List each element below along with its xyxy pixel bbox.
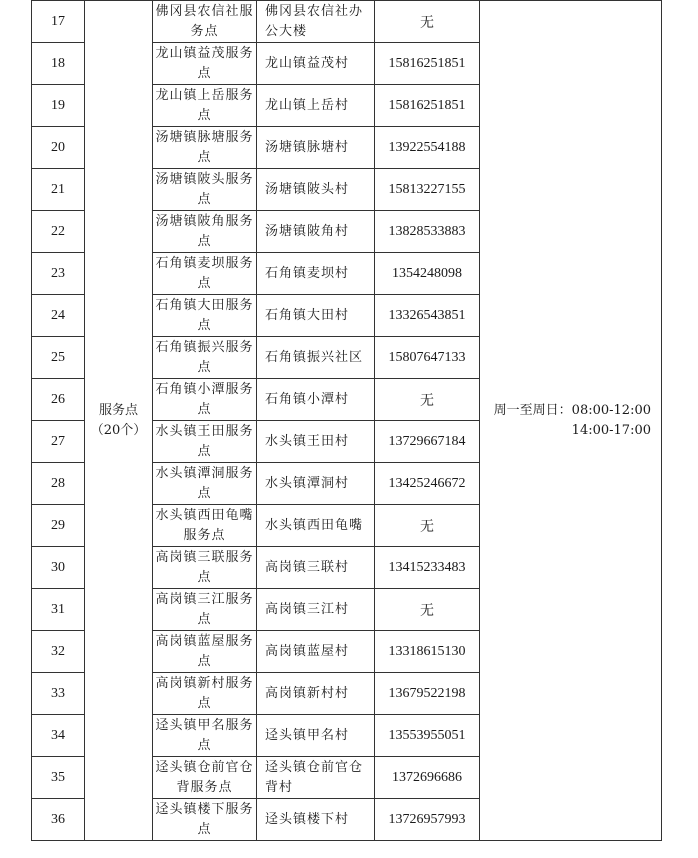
row-number: 36 xyxy=(32,799,85,841)
contact-phone: 13729667184 xyxy=(375,421,480,463)
service-point-name: 水头镇西田龟嘴服务点 xyxy=(153,505,257,547)
contact-phone: 15807647133 xyxy=(375,337,480,379)
service-point-name: 迳头镇仓前官仓背服务点 xyxy=(153,757,257,799)
table-body xyxy=(32,1,662,841)
row-number: 21 xyxy=(32,169,85,211)
service-point-name: 高岗镇三江服务点 xyxy=(153,589,257,631)
row-number: 33 xyxy=(32,673,85,715)
contact-phone: 13425246672 xyxy=(375,463,480,505)
service-hours-cell xyxy=(480,1,662,841)
service-point-name: 迳头镇楼下服务点 xyxy=(153,799,257,841)
service-point-name: 水头镇潭洞服务点 xyxy=(153,463,257,505)
table-row xyxy=(32,1,662,43)
row-number: 27 xyxy=(32,421,85,463)
service-point-address: 汤塘镇陂头村 xyxy=(257,169,375,211)
contact-phone: 15816251851 xyxy=(375,85,480,127)
service-point-address: 龙山镇上岳村 xyxy=(257,85,375,127)
row-number: 19 xyxy=(32,85,85,127)
contact-phone: 13679522198 xyxy=(375,673,480,715)
service-point-name: 高岗镇蓝屋服务点 xyxy=(153,631,257,673)
contact-phone: 1372696686 xyxy=(375,757,480,799)
service-point-address: 高岗镇三联村 xyxy=(257,547,375,589)
service-point-address: 水头镇潭洞村 xyxy=(257,463,375,505)
row-number: 26 xyxy=(32,379,85,421)
row-number: 24 xyxy=(32,295,85,337)
service-point-name: 佛冈县农信社服务点 xyxy=(153,1,257,43)
row-number: 28 xyxy=(32,463,85,505)
service-point-name: 汤塘镇陂头服务点 xyxy=(153,169,257,211)
service-point-address: 石角镇大田村 xyxy=(257,295,375,337)
contact-phone: 无 xyxy=(375,505,480,547)
service-point-name: 石角镇振兴服务点 xyxy=(153,337,257,379)
row-number: 23 xyxy=(32,253,85,295)
service-point-name: 汤塘镇陂角服务点 xyxy=(153,211,257,253)
service-point-address: 水头镇王田村 xyxy=(257,421,375,463)
contact-phone: 无 xyxy=(375,1,480,43)
contact-phone: 13828533883 xyxy=(375,211,480,253)
row-number: 25 xyxy=(32,337,85,379)
row-number: 18 xyxy=(32,43,85,85)
contact-phone: 1354248098 xyxy=(375,253,480,295)
service-point-address: 高岗镇蓝屋村 xyxy=(257,631,375,673)
row-number: 35 xyxy=(32,757,85,799)
contact-phone: 无 xyxy=(375,589,480,631)
category-line: 服务点 xyxy=(98,402,138,418)
service-point-address: 汤塘镇脉塘村 xyxy=(257,127,375,169)
service-point-address: 水头镇西田龟嘴 xyxy=(257,505,375,547)
contact-phone: 无 xyxy=(375,379,480,421)
row-number: 20 xyxy=(32,127,85,169)
contact-phone: 13726957993 xyxy=(375,799,480,841)
service-point-address: 龙山镇益茂村 xyxy=(257,43,375,85)
service-point-name: 石角镇麦坝服务点 xyxy=(153,253,257,295)
service-point-address: 石角镇麦坝村 xyxy=(257,253,375,295)
row-number: 32 xyxy=(32,631,85,673)
service-point-address: 迳头镇甲名村 xyxy=(257,715,375,757)
service-hours-line: 周一至周日：08:00-12:00 xyxy=(493,402,651,418)
service-point-address: 迳头镇楼下村 xyxy=(257,799,375,841)
service-point-name: 水头镇王田服务点 xyxy=(153,421,257,463)
category-line: （20个） xyxy=(90,422,147,438)
row-number: 30 xyxy=(32,547,85,589)
service-hours-line: 14:00-17:00 xyxy=(571,422,651,438)
service-point-address: 高岗镇三江村 xyxy=(257,589,375,631)
contact-phone: 13326543851 xyxy=(375,295,480,337)
service-point-name: 石角镇大田服务点 xyxy=(153,295,257,337)
contact-phone: 13318615130 xyxy=(375,631,480,673)
service-point-address: 汤塘镇陂角村 xyxy=(257,211,375,253)
row-number: 17 xyxy=(32,1,85,43)
service-point-name: 石角镇小潭服务点 xyxy=(153,379,257,421)
service-point-address: 高岗镇新村村 xyxy=(257,673,375,715)
row-number: 31 xyxy=(32,589,85,631)
service-point-address: 迳头镇仓前官仓背村 xyxy=(257,757,375,799)
service-point-table xyxy=(31,0,662,841)
contact-phone: 13553955051 xyxy=(375,715,480,757)
row-number: 34 xyxy=(32,715,85,757)
contact-phone: 13922554188 xyxy=(375,127,480,169)
category-cell xyxy=(85,1,153,841)
service-point-address: 石角镇振兴社区 xyxy=(257,337,375,379)
service-point-name: 高岗镇新村服务点 xyxy=(153,673,257,715)
service-point-address: 石角镇小潭村 xyxy=(257,379,375,421)
service-point-name: 龙山镇上岳服务点 xyxy=(153,85,257,127)
service-point-name: 高岗镇三联服务点 xyxy=(153,547,257,589)
service-point-name: 龙山镇益茂服务点 xyxy=(153,43,257,85)
service-point-name: 汤塘镇脉塘服务点 xyxy=(153,127,257,169)
contact-phone: 15816251851 xyxy=(375,43,480,85)
service-point-name: 迳头镇甲名服务点 xyxy=(153,715,257,757)
row-number: 22 xyxy=(32,211,85,253)
contact-phone: 15813227155 xyxy=(375,169,480,211)
service-point-address: 佛冈县农信社办公大楼 xyxy=(257,1,375,43)
row-number: 29 xyxy=(32,505,85,547)
contact-phone: 13415233483 xyxy=(375,547,480,589)
